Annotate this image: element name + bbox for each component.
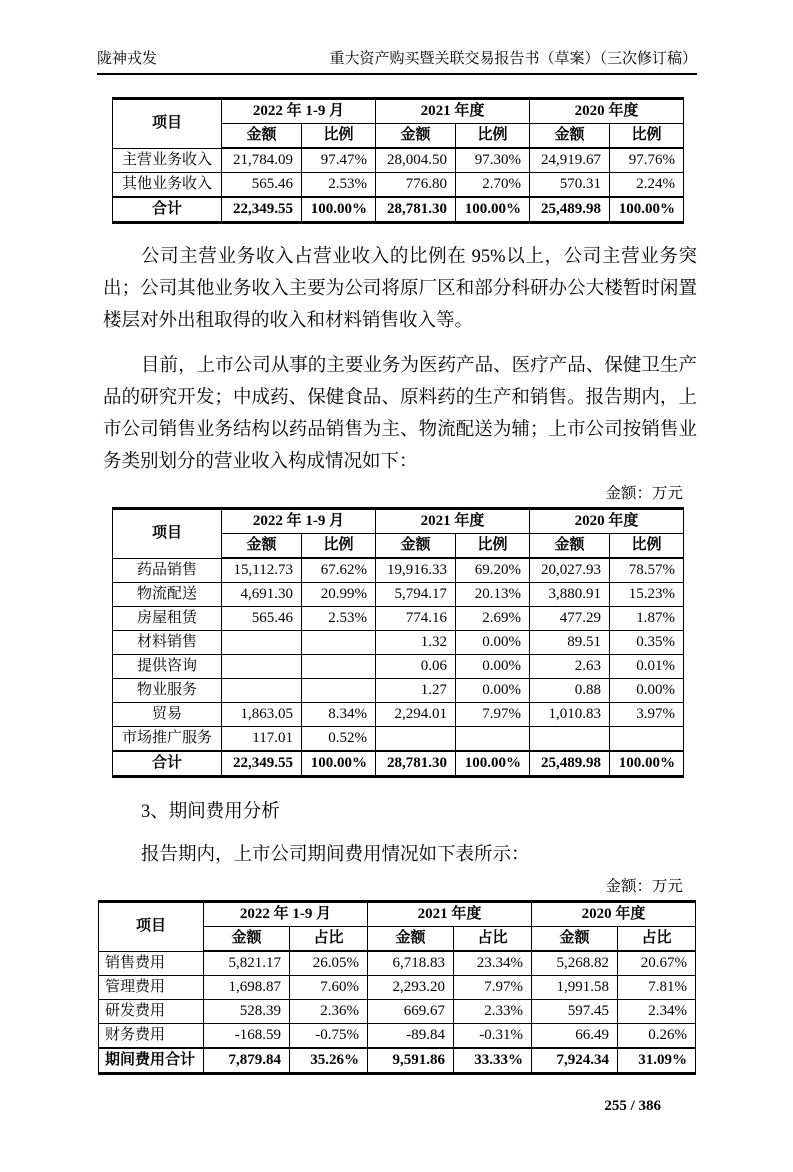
cell-value: 565.46 [222,607,302,631]
cell-value: 2,293.20 [368,976,454,1000]
col-header-period-2022: 2022 年 1-9 月 [204,902,368,927]
section-heading-expenses: 3、期间费用分析 [141,802,280,822]
cell-value: 67.62% [302,558,376,583]
row-label: 主营业务收入 [113,148,222,173]
running-header [97,50,697,75]
cell-value: 1.32 [376,631,456,655]
row-label: 提供咨询 [113,655,222,679]
cell-value: 0.26% [618,1024,696,1049]
row-label: 房屋租赁 [113,607,222,631]
cell-value: 5,268.82 [532,951,618,976]
cell-value: 20.67% [618,951,696,976]
col-header-share: 占比 [618,927,696,952]
cell-value: 0.00% [456,631,530,655]
cell-value: 7.60% [290,976,368,1000]
page-number: 255 / 386 [604,1098,661,1114]
col-header-item: 项目 [99,902,204,952]
table-total-row [113,751,684,777]
cell-value: 20.99% [302,583,376,607]
cell-value: 15,112.73 [222,558,302,583]
cell-value: 20,027.93 [530,558,610,583]
table-period-header-row [99,902,696,927]
cell-value: 5,821.17 [204,951,290,976]
cell-value [302,655,376,679]
cell-value [222,679,302,703]
row-label: 期间费用合计 [99,1048,204,1074]
cell-value: 776.80 [376,173,456,198]
row-label: 药品销售 [113,558,222,583]
cell-value: 1,991.58 [532,976,618,1000]
cell-value: 3.97% [610,703,684,727]
row-label: 其他业务收入 [113,173,222,198]
cell-value: 0.00% [456,655,530,679]
col-header-ratio: 比例 [610,124,684,149]
unit-note: 金额：万元 [605,878,683,895]
table-row [113,727,684,752]
cell-value: 15.23% [610,583,684,607]
table-total-row [99,1048,696,1074]
cell-value: 100.00% [610,751,684,777]
cell-value: 8.34% [302,703,376,727]
row-label: 合计 [113,751,222,777]
cell-value: 24,919.67 [530,148,610,173]
cell-value: 28,004.50 [376,148,456,173]
cell-value [302,679,376,703]
col-header-amount: 金额 [532,927,618,952]
cell-value: 100.00% [302,197,376,223]
cell-value: 100.00% [456,751,530,777]
cell-value: 26.05% [290,951,368,976]
cell-value: 97.76% [610,148,684,173]
cell-value: 66.49 [532,1024,618,1049]
cell-value: 100.00% [302,751,376,777]
cell-value: 28,781.30 [376,197,456,223]
cell-value: 669.67 [368,1000,454,1024]
cell-value: 2.34% [618,1000,696,1024]
row-label: 合计 [113,197,222,223]
cell-value: 0.52% [302,727,376,752]
row-label: 财务费用 [99,1024,204,1049]
row-label: 材料销售 [113,631,222,655]
table-row [99,951,696,976]
cell-value: 0.88 [530,679,610,703]
cell-value: 2.33% [454,1000,532,1024]
cell-value: 0.00% [456,679,530,703]
cell-value: 1.87% [610,607,684,631]
unit-note: 金额：万元 [605,485,683,502]
cell-value [222,631,302,655]
table-row [113,607,684,631]
cell-value: 0.00% [610,679,684,703]
cell-value: 1,010.83 [530,703,610,727]
row-label: 管理费用 [99,976,204,1000]
revenue-by-business-table [112,507,684,778]
col-header-period-2021: 2021 年度 [376,509,530,534]
cell-value: 7.81% [618,976,696,1000]
table-row [113,631,684,655]
cell-value: 100.00% [610,197,684,223]
cell-value: 31.09% [618,1048,696,1074]
table-row [99,1024,696,1049]
cell-value: 25,489.98 [530,751,610,777]
revenue-composition-table [112,97,684,224]
cell-value: 4,691.30 [222,583,302,607]
cell-value: 2,294.01 [376,703,456,727]
row-label: 销售费用 [99,951,204,976]
header-company-name: 陇神戎发 [97,51,158,67]
table-row [113,148,684,173]
row-label: 物业服务 [113,679,222,703]
cell-value: 25,489.98 [530,197,610,223]
cell-value: 570.31 [530,173,610,198]
cell-value: 89.51 [530,631,610,655]
cell-value: 477.29 [530,607,610,631]
cell-value: 20.13% [456,583,530,607]
cell-value: 565.46 [222,173,302,198]
col-header-amount: 金额 [376,534,456,559]
col-header-item: 项目 [113,99,222,149]
cell-value [302,631,376,655]
cell-value [222,655,302,679]
cell-value: 774.16 [376,607,456,631]
cell-value: 597.45 [532,1000,618,1024]
row-label: 贸易 [113,703,222,727]
cell-value: 1,698.87 [204,976,290,1000]
cell-value: 35.26% [290,1048,368,1074]
cell-value [456,727,530,752]
col-header-amount: 金额 [222,534,302,559]
cell-value: 9,591.86 [368,1048,454,1074]
col-header-amount: 金额 [204,927,290,952]
col-header-item: 项目 [113,509,222,559]
cell-value: 97.47% [302,148,376,173]
cell-value: 2.36% [290,1000,368,1024]
cell-value: 6,718.83 [368,951,454,976]
col-header-ratio: 比例 [610,534,684,559]
table-row [113,703,684,727]
cell-value: 33.33% [454,1048,532,1074]
cell-value: 2.63 [530,655,610,679]
cell-value [530,727,610,752]
cell-value: 2.24% [610,173,684,198]
cell-value: 2.69% [456,607,530,631]
cell-value: 2.53% [302,173,376,198]
cell-value: 117.01 [222,727,302,752]
document-page [0,50,793,1172]
table-row [113,558,684,583]
cell-value: 528.39 [204,1000,290,1024]
cell-value: 7,924.34 [532,1048,618,1074]
col-header-period-2021: 2021 年度 [368,902,532,927]
cell-value: 28,781.30 [376,751,456,777]
table-row [113,583,684,607]
cell-value: 0.35% [610,631,684,655]
cell-value: 23.34% [454,951,532,976]
cell-value: 2.53% [302,607,376,631]
cell-value: 97.30% [456,148,530,173]
cell-value: 7,879.84 [204,1048,290,1074]
cell-value: 78.57% [610,558,684,583]
paragraph-business-description: 目前，上市公司从事的主要业务为医药产品、医疗产品、保健卫生产品的研究开发；中成药、保健食品、原料药的生产和销售。报告期内，上市公司销售业务结构以药品销售为主、物流配送为辅；上市公司按销售业务类别划分的营业收入构成情况如下： [103,356,697,472]
paragraph-expenses-intro: 报告期内，上市公司期间费用情况如下表所示： [141,845,530,865]
cell-value: 0.01% [610,655,684,679]
cell-value: -168.59 [204,1024,290,1049]
col-header-ratio: 比例 [456,534,530,559]
table-row [99,976,696,1000]
cell-value: 0.06 [376,655,456,679]
col-header-ratio: 比例 [456,124,530,149]
col-header-period-2021: 2021 年度 [376,99,530,124]
table-row [113,655,684,679]
header-report-title: 重大资产购买暨关联交易报告书（草案）（三次修订稿） [329,51,697,67]
table-row [99,1000,696,1024]
row-label: 研发费用 [99,1000,204,1024]
col-header-ratio: 比例 [302,534,376,559]
cell-value: -0.75% [290,1024,368,1049]
col-header-period-2020: 2020 年度 [532,902,696,927]
col-header-period-2020: 2020 年度 [530,509,684,534]
paragraph-revenue-summary: 公司主营业务收入占营业收入的比例在 95%以上，公司主营业务突出；公司其他业务收入主要为公司将原厂区和部分科研办公大楼暂时闲置楼层对外出租取得的收入和材料销售收入等。 [103,247,697,331]
cell-value: 3,880.91 [530,583,610,607]
cell-value: 7.97% [456,703,530,727]
cell-value: 19,916.33 [376,558,456,583]
col-header-period-2022: 2022 年 1-9 月 [222,509,376,534]
row-label: 物流配送 [113,583,222,607]
cell-value: 100.00% [456,197,530,223]
table-total-row [113,197,684,223]
col-header-amount: 金额 [530,534,610,559]
cell-value: 5,794.17 [376,583,456,607]
col-header-period-2020: 2020 年度 [530,99,684,124]
cell-value: -89.84 [368,1024,454,1049]
col-header-ratio: 比例 [302,124,376,149]
cell-value: 22,349.55 [222,197,302,223]
table-row [113,679,684,703]
cell-value: 7.97% [454,976,532,1000]
cell-value [376,727,456,752]
table-period-header-row [113,99,684,124]
col-header-amount: 金额 [368,927,454,952]
col-header-share: 占比 [454,927,532,952]
cell-value: -0.31% [454,1024,532,1049]
cell-value: 69.20% [456,558,530,583]
cell-value: 22,349.55 [222,751,302,777]
cell-value: 1.27 [376,679,456,703]
cell-value: 21,784.09 [222,148,302,173]
table-period-header-row [113,509,684,534]
cell-value: 1,863.05 [222,703,302,727]
table-row [113,173,684,198]
row-label: 市场推广服务 [113,727,222,752]
col-header-amount: 金额 [530,124,610,149]
cell-value: 2.70% [456,173,530,198]
col-header-share: 占比 [290,927,368,952]
col-header-amount: 金额 [376,124,456,149]
col-header-period-2022: 2022 年 1-9 月 [222,99,376,124]
period-expenses-table [98,900,696,1075]
cell-value [610,727,684,752]
col-header-amount: 金额 [222,124,302,149]
